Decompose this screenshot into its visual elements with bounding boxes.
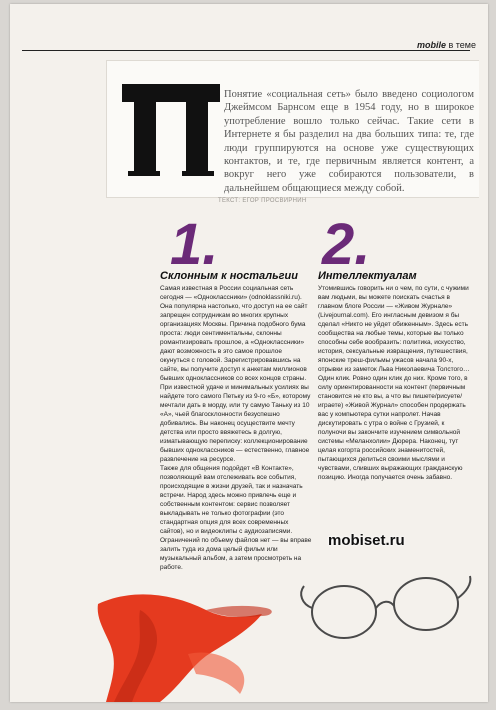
paragraph: Самая известная в России социальная сеть сегодня — «Одноклассники» (odnoklassniki.ru). Она популярна настолько, что доступ на ее сайт запрещен сотрудникам во многих крупных организациях Москвы. Причина подобного бума проста: люди сентиментальны, склонны романтизировать прошлое, а «Одноклассники» дают возможность в это самое прошлое окунуться с головой. Зарегистрировавшись на сайте, вы получите доступ к анкетам миллионов бывших одноклассников со всех концов страны. При известной удаче и минимальных усилиях вы найдете того самого Петьку из 9-го «Б», которому мечтали дать в морду, или ту самую Таньку из 10 «А», чьей благосклонности безуспешно добивались. Вы наконец осуществите мечту детства или просто ввяжетесь в долгую, изматывающую переписку: коллекционирование бывших одноклассников — естественно, главное развлечение на ресурсе. — [160, 285, 311, 463]
author-credit: ТЕКСТ: ЕГОР ПРОСВИРНИН — [218, 198, 307, 204]
section-title-1: Склонным к ностальгии — [160, 270, 298, 282]
section-number-2: 2. — [322, 212, 371, 277]
magazine-page — [10, 4, 488, 702]
section-number-1: 1. — [170, 212, 219, 277]
section-name: mobile — [416, 40, 446, 50]
illustration-layer — [10, 4, 488, 702]
lead-text: Понятие «социальная сеть» было введено социологом Джеймсом Барнсом еще в 1954 году, но в широкое употребление вошло только сейчас. Такие сети в Интернете я бы разделил на два больших типа: те, где люди группируются на основе уже существующих контактов, и те, где первичным является контент, а вокруг него уже собираются пользователи, в дальнейшем общающиеся между собой. — [224, 89, 474, 194]
section-title-2: Интеллектуалам — [318, 270, 417, 282]
red-scarf-image — [98, 594, 272, 702]
round-glasses-image — [301, 576, 470, 638]
paragraph: Утомившись говорить ни о чем, по сути, с чужими вам людьми, вы можете поискать счастья в главном блоге России — «Живом Журнале» (Livejournal.com). Его ингласным девизом я бы сделал «Никто не уйдет обиженным». Здесь есть сообщества на любые темы, которые вы только способны себе вообразить: политика, искусство, история, сексуальные извращения, путешествия, японские треш-фильмы ужасов начала 90-х, отрывки из заметок Льва Николаевича Толстого… Один клик. Ровно один клик до них. Кроме того, в силу ориентированности на контент (первичным становится не кто вы, а что вы пишете/рисуете/играете) «Живой Журнал» способен продержать вас у компьютера сутки напролет. Начав дискутировать с утра о войне с Грузией, к полуночи вы закончите изучением символьной системы «Меланхолии» Дюрера. Наконец, тут целая когорта российских знаменитостей, пытающихся делиться своими мыслями и чувствами, сливших выражающих гражданскую позицию. Иногда получается очень забавно. — [318, 285, 470, 481]
paragraph: Также для общения подойдет «В Контакте», позволяющий вам отслеживать все события, происходящие в жизни друзей, так и назначать встречи. Народ здесь можно привлечь еще и собственным контентом: сервис позволяет выкладывать не только фотографии (это стандартная опция для всех современных сайтов), но и видеоклипы с аудиозаписями. Ограничений по объему файлов нет — вы вправе залить туда из дома целый фильм или музыкальный альбом, а затем просмотреть на работе. — [160, 465, 312, 571]
watermark: mobiset.ru — [328, 532, 405, 549]
section-label: в теме — [448, 40, 476, 50]
